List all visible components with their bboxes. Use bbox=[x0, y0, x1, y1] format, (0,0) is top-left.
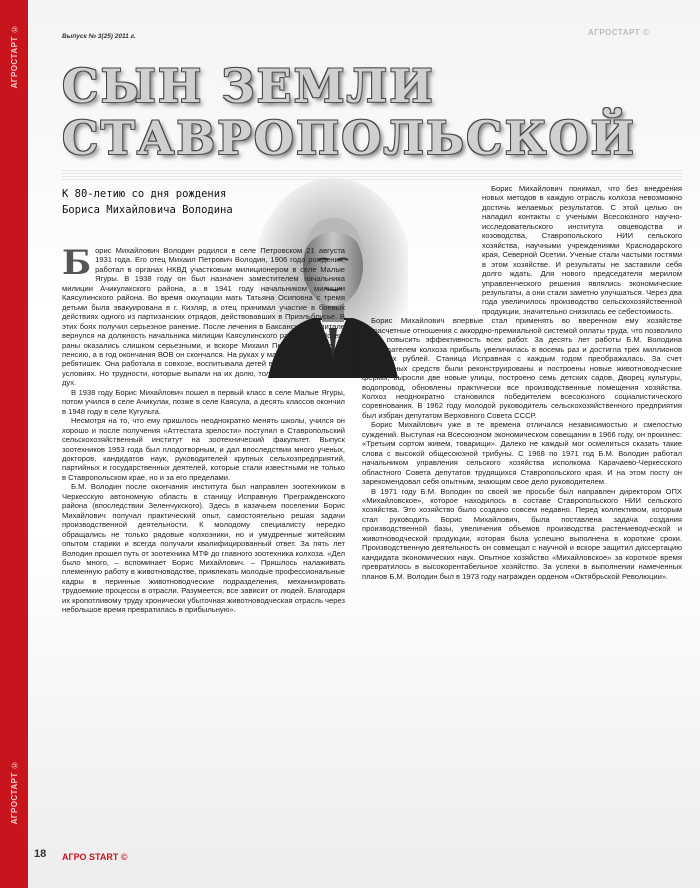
sidebar-brand-bottom: АГРОСТАРТ © bbox=[10, 760, 19, 825]
title-line-2: СТАВРОПОЛЬСКОЙ bbox=[62, 111, 636, 165]
page-number: 18 bbox=[34, 848, 47, 860]
paragraph: Борис Михайлович впервые стал применять во вверенном ему хозяйстве хозрасчетные отношения с аккордно-премиальной системой оплаты труда, что позволило резко повысить эффективность всех работ. За десять лет работы Б.М. Володина председателем колхоза прибыль увеличилась в восемь раз и достигла трех миллионов советских рублей. Станица Исправная с каждым годом преображалась. За счет собственных средств были реконструированы и построены новые животноводческие фермы, выросли две новые улицы, построено семь детских садов, Дворец культуры, водопровод, обновлены практически все производственные помещения хозяйства. Колхоз неоднократно становился победителем всесоюзного социалистического соревнования. В 1962 году молодой руководитель сельскохозяйственного предприятия был избран депутатом Верховного Совета СССР. bbox=[362, 316, 682, 420]
paragraph: Несмотря на то, что ему пришлось неоднократно менять школы, учился он хорошо и после получения «Аттестата зрелости» поступил в Ставропольский сельскохозяйственный институт на зоотехнический факультет. Выпуск зоотехников 1953 года был плодотворным, и дал впоследствии много ученых, докторов, кандидатов наук, руководителей крупных сельхозпредприятий, партийных и государственных деятелей, которые стали известными не только в Ставропольском крае, но и за его пределами. bbox=[62, 416, 345, 482]
footer-brand bbox=[62, 852, 127, 862]
article-title bbox=[62, 60, 682, 164]
brand-logo-top: АГРОСТАРТ © bbox=[588, 28, 650, 37]
article-subtitle: К 80-летию со дня рождения Бориса Михайловича Володина bbox=[62, 188, 233, 216]
article-column-2 bbox=[362, 184, 682, 581]
paragraph: Б.М. Володин после окончания института был направлен зоотехником в Черкесскую автономную область в станицу Исправную Прегражденского района (впоследствии Зеленчукского). Здесь в казачьем поселении Борис Михайлович получал практический опыт, самостоятельно решая задачи производственной деятельности. К молодому специалисту нередко обращались не только рядовые колхозники, но и умудренные житейским опытом старики и всегда получали квалифицированный ответ. За пять лет Володин прошел путь от зоотехника МТФ до главного зоотехника колхоза. «Дел было много, – вспоминает Борис Михайлович. – Пришлось налаживать племенную работу в животноводстве, привлекать молодые профессиональные кадры в перинные животноводческие подразделения, механизировать трудоемкие процессы в отрасли. Разумеется, все зависит от людей. Благодаря их кропотливому труду хронически убыточная животноводческая отрасль через небольшое время превратилась в прибыльную». bbox=[62, 482, 345, 615]
footer-brand-text: АГРО START © bbox=[62, 852, 128, 862]
paragraph: В 1971 году Б.М. Володин по своей же просьбе был направлен директором ОПХ «Михайловское», которое находилось в составе Ставропольского НИИ сельского хозяйства. Это хозяйство было создано совсем недавно. Перед коллективом, которым стал руководить Борис Михайлович, была поставлена задача создания производственной базы, увеличения объемов производства растениеводческой и животноводческой продукции, которая была успешно выполнена в короткие сроки. Производственную деятельность он совмещал с научной и вскоре защитил диссертацию кандидата экономических наук. Опытное хозяйство «Михайловское» за короткое время превратилось в высокорентабельное хозяйство. За успехи в выполнении намеченных планов Б.М. Володин был в 1973 году награжден орденом «Октябрьской Революции». bbox=[362, 486, 682, 581]
paragraph: Борис Михайлович уже в те времена отличался независимостью и смелостью суждений. Выступая на Всесоюзном экономическом совещании в 1966 году, он произнес: «Третьим сортом живем, товарищи». Далеко не каждый мог осмелиться сказать такие слова с высокой общесоюзной трибуны. С 1968 по 1971 год Б.М. Володин работал начальником управления сельского хозяйства исполкома Карачаево-Черкесского областного Совета депутатов трудящихся Ставропольского края. И на этом посту он зарекомендовал себя опытным, знающим свое дело руководителем. bbox=[362, 420, 682, 487]
paragraph: Борис Михайлович Володин родился в селе Петровском 21 августа 1931 года. Его отец Михаил Петрович Володин, 1906 года рождения, работал в органах НКВД участковым милиционером в селе Малые Ягуры. В 1938 году он был назначен заместителем начальника милиции Ачикулакского района, а в 1941 году начальником милиции Каясулинского района. Во время оккупации мать Татьяна Осиповна с тремя детьми была эвакуирована в г. Кизляр, а отец принимал участие в боевых действиях одного из партизанских отрядов, действовавших в Приэльбрусье. В этих боях получил серьезное ранение. После лечения в Баксанском госпитале вернулся на должность начальника милиции Каясулинского райотдела. Но его раны оказались слишком серьезными, и вскоре Михаил Петрович вышел на пенсию, а в год окончания ВОВ он скончался. На руках у матери осталось трое ребятишек. Она работала в совхозе, воспитывала детей в жестких жизненных условиях. Но трудности, которые выпали на их долю, только закаляли волю и дух. bbox=[62, 243, 345, 388]
drop-cap: Б bbox=[62, 243, 92, 283]
sidebar-brand: АГРОСТАРТ © bbox=[10, 24, 19, 89]
issue-line: Выпуск № 3(25) 2011 г. bbox=[62, 33, 136, 40]
red-sidebar bbox=[0, 0, 28, 888]
paragraph: Борис Михайлович понимал, что без внедрения новых методов в каждую отрасль колхоза невозможно достичь желаемых результатов. С этой целью он наладил контакты с учеными Всесоюзного научно-исследовательского института овцеводства и козоводства, Ставропольского НИИ сельского хозяйства, научными учреждениями Краснодарского края, Северной Осетии. Ученые стали частыми гостями в этом хозяйстве. И результаты не заставили себя долго ждать. Для нового председателя мерилом управленческого решения являлись экономические результаты, а они стали заметно улучшаться. Через два года увеличилось производство сельскохозяйственной продукции, значительно снизилась ее себестоимость. bbox=[482, 184, 682, 316]
article-column-1 bbox=[62, 243, 345, 615]
title-line-1: СЫН ЗЕМЛИ bbox=[62, 59, 435, 113]
paragraph: В 1938 году Борис Михайлович пошел в первый класс в селе Малые Ягуры, потом учился в селе Ачикулак, позже в селе Каясула, а десять классов окончил в 1948 году в селе Кугульта. bbox=[62, 387, 345, 416]
